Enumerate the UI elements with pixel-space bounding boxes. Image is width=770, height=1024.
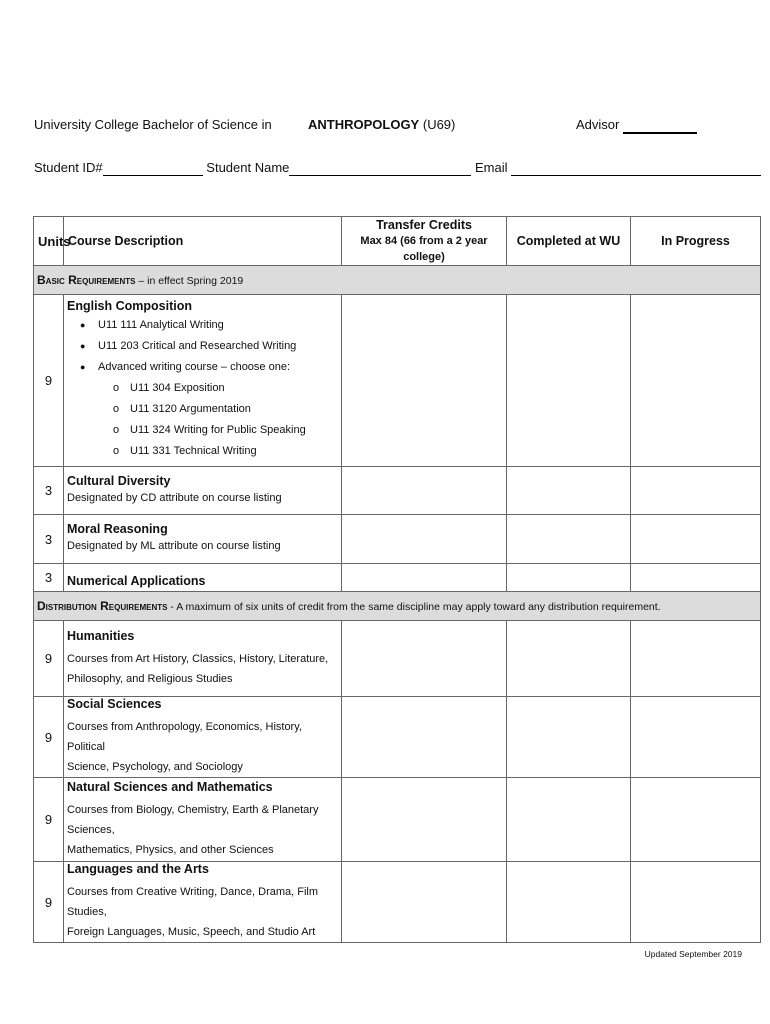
humanities-title: Humanities: [67, 628, 135, 643]
moral-title: Moral Reasoning: [67, 522, 168, 536]
languages-desc-2: Foreign Languages, Music, Speech, and Studio Art: [67, 926, 316, 938]
table-header-row: [34, 217, 761, 266]
transfer-cell[interactable]: [342, 515, 507, 564]
in-progress-cell[interactable]: [631, 515, 761, 564]
transfer-cell[interactable]: [342, 295, 507, 467]
col-in-progress: In Progress: [631, 217, 761, 266]
units-numerical: 3: [34, 564, 64, 592]
social-title: Social Sciences: [67, 697, 162, 711]
program-title: [308, 117, 455, 132]
table-row-moral: [34, 515, 761, 564]
section-basic-heading: Basic Requirements: [37, 273, 136, 287]
transfer-cell[interactable]: [342, 697, 507, 778]
languages-title: Languages and the Arts: [67, 862, 209, 876]
circle-bullet-icon: o: [113, 382, 120, 394]
list-item: ● Advanced writing course – choose one: o U11 304 Exposition o U11 3120 Argumentation o U11 324 Writing for Public Speaking o U11 331 Technical Writing: [98, 357, 341, 462]
completed-cell[interactable]: [507, 862, 631, 943]
in-progress-cell[interactable]: [631, 621, 761, 697]
course-numerical: [64, 564, 342, 592]
list-item: o U11 304 Exposition: [130, 378, 341, 399]
course-natural: [64, 778, 342, 862]
col-course-description: Course Description: [64, 217, 342, 266]
completed-cell[interactable]: [507, 467, 631, 515]
moral-desc: Designated by ML attribute on course listing: [67, 540, 281, 552]
list-item: ● U11 203 Critical and Researched Writing: [98, 336, 341, 357]
program-label: University College Bachelor of Science in: [34, 117, 272, 132]
table-row-cultural: [34, 467, 761, 515]
units-moral: 3: [34, 515, 64, 564]
list-item: ● U11 111 Analytical Writing: [98, 315, 341, 336]
completed-cell[interactable]: [507, 295, 631, 467]
completed-cell[interactable]: [507, 564, 631, 592]
social-desc-1: Courses from Anthropology, Economics, History, Political: [67, 721, 302, 753]
requirements-table: [33, 216, 761, 943]
natural-desc-1: Courses from Biology, Chemistry, Earth & Planetary Sciences,: [67, 803, 319, 836]
transfer-cell[interactable]: [342, 862, 507, 943]
bullet-icon: ●: [80, 362, 86, 372]
transfer-title: Transfer Credits: [376, 218, 472, 232]
english-list: [64, 315, 341, 462]
course-moral: [64, 515, 342, 564]
course-social: [64, 697, 342, 778]
table-row-languages: [34, 862, 761, 943]
in-progress-cell[interactable]: [631, 778, 761, 862]
course-humanities: [64, 621, 342, 697]
units-natural: 9: [34, 778, 64, 862]
student-id-label: Student ID#: [34, 160, 103, 175]
humanities-desc-2: Philosophy, and Religious Studies: [67, 672, 233, 685]
in-progress-cell[interactable]: [631, 295, 761, 467]
numerical-title: Numerical Applications: [67, 573, 206, 588]
advisor-label: Advisor: [576, 117, 620, 132]
in-progress-cell[interactable]: [631, 467, 761, 515]
transfer-cell[interactable]: [342, 621, 507, 697]
student-id-input-line[interactable]: [103, 160, 203, 176]
english-title: English Composition: [67, 299, 192, 313]
natural-desc-2: Mathematics, Physics, and other Sciences: [67, 843, 274, 856]
humanities-desc-1: Courses from Art History, Classics, History, Literature,: [67, 652, 329, 665]
course-languages: [64, 862, 342, 943]
circle-bullet-icon: o: [113, 424, 120, 436]
major-name: ANTHROPOLOGY: [308, 117, 420, 132]
list-item: o U11 331 Technical Writing: [130, 441, 341, 462]
table-row-numerical: [34, 564, 761, 592]
transfer-cell[interactable]: [342, 564, 507, 592]
bullet-icon: ●: [80, 320, 86, 330]
student-info-row: [34, 160, 761, 176]
transfer-subtitle: Max 84 (66 from a 2 year college): [360, 235, 488, 263]
english-options: [98, 378, 341, 462]
course-english: [64, 295, 342, 467]
section-distribution: [34, 592, 761, 621]
section-basic: [34, 266, 761, 295]
updated-footer: Updated September 2019: [644, 949, 742, 959]
major-code: (U69): [422, 117, 456, 132]
languages-desc-1: Courses from Creative Writing, Dance, Drama, Film Studies,: [67, 886, 319, 918]
table-row-social: [34, 697, 761, 778]
student-name-label: Student Name: [206, 160, 290, 175]
completed-cell[interactable]: [507, 621, 631, 697]
completed-cell[interactable]: [507, 697, 631, 778]
table-row-humanities: [34, 621, 761, 697]
natural-title: Natural Sciences and Mathematics: [67, 779, 273, 794]
table-row-english: [34, 295, 761, 467]
list-item: o U11 3120 Argumentation: [130, 399, 341, 420]
table-row-natural: [34, 778, 761, 862]
units-humanities: 9: [34, 621, 64, 697]
cultural-title: Cultural Diversity: [67, 473, 171, 488]
in-progress-cell[interactable]: [631, 564, 761, 592]
advisor-field[interactable]: [576, 117, 697, 134]
bullet-icon: ●: [80, 341, 86, 351]
course-cultural: [64, 467, 342, 515]
student-name-input-line[interactable]: [289, 160, 471, 176]
in-progress-cell[interactable]: [631, 862, 761, 943]
section-distribution-note: - A maximum of six units of credit from the same discipline may apply toward any distribution requirement.: [170, 601, 661, 613]
circle-bullet-icon: o: [113, 403, 120, 415]
transfer-cell[interactable]: [342, 778, 507, 862]
email-label: Email: [475, 160, 508, 175]
col-units: Units: [34, 217, 64, 266]
advisor-input-line[interactable]: [623, 117, 697, 134]
social-desc-2: Science, Psychology, and Sociology: [67, 761, 243, 773]
units-languages: 9: [34, 862, 64, 943]
completed-cell[interactable]: [507, 515, 631, 564]
units-social: 9: [34, 697, 64, 778]
cultural-desc: Designated by CD attribute on course listing: [67, 491, 282, 504]
units-cultural: 3: [34, 467, 64, 515]
col-transfer-credits: [342, 217, 507, 266]
section-row-basic: [34, 266, 761, 295]
in-progress-cell[interactable]: [631, 697, 761, 778]
section-basic-note: – in effect Spring 2019: [138, 275, 244, 287]
circle-bullet-icon: o: [113, 445, 120, 457]
email-input-line[interactable]: [511, 160, 761, 176]
col-completed: Completed at WU: [507, 217, 631, 266]
section-row-distribution: [34, 592, 761, 621]
units-english: 9: [34, 295, 64, 467]
completed-cell[interactable]: [507, 778, 631, 862]
list-item: o U11 324 Writing for Public Speaking: [130, 420, 341, 441]
section-distribution-heading: Distribution Requirements: [37, 599, 168, 613]
transfer-cell[interactable]: [342, 467, 507, 515]
